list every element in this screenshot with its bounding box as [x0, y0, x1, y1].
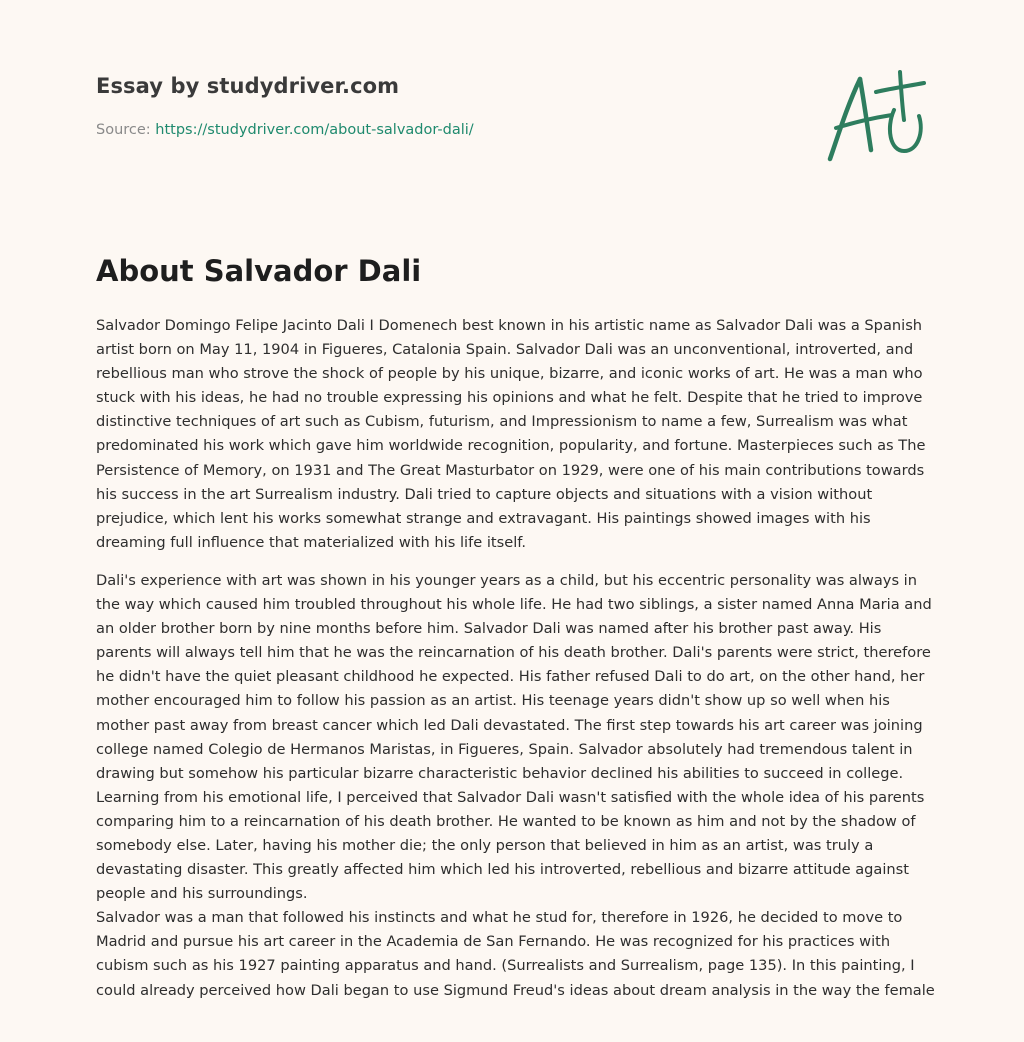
- article-body: [96, 314, 936, 1017]
- source-link[interactable]: https://studydriver.com/about-salvador-dali/: [155, 122, 474, 138]
- paragraph: Salvador was a man that followed his instincts and what he stud for, therefore in 1926, he decided to move to Madrid and pursue his art career in the Academia de San Fernando. He was recognized for his practices with cubism such as his 1927 painting apparatus and hand. (Surrealists and Surrealism, page 135). In this painting, I could already perceived how Dali began to use Sigmund Freud's ideas about dream analysis in the way the female: [96, 909, 935, 999]
- essay-header: [96, 74, 796, 138]
- source-label: Source:: [96, 122, 156, 138]
- source-line: [96, 122, 796, 138]
- paragraph: Salvador Domingo Felipe Jacinto Dali I Domenech best known in his artistic name as Salvador Dali was a Spanish artist born on May 11, 1904 in Figueres, Catalonia Spain. Salvador Dali was an unconventional, introverted, and rebellious man who strove the shock of people by his unique, bizarre, and iconic works of art. He was a man who stuck with his ideas, he had no trouble expressing his opinions and what he felt. Despite that he tried to improve distinctive techniques of art such as Cubism, futurism, and Impressionism to name a few, Surrealism was what predominated his work which gave him worldwide recognition, popularity, and fortune. Masterpieces such as The Persistence of Memory, on 1931 and The Great Masturbator on 1929, were one of his main contributions towards his success in the art Surrealism industry. Dali tried to capture objects and situations with a vision without prejudice, which lent his works somewhat strange and extravagant. His paintings showed images with his dreaming full influence that materialized with his life itself.: [96, 317, 926, 551]
- site-brand: Essay by studydriver.com: [96, 74, 400, 98]
- paragraph: Dali's experience with art was shown in his younger years as a child, but his eccentric personality was always in the way which caused him troubled throughout his whole life. He had two siblings, a sister named Anna Maria and an older brother born by nine months before him. Salvador Dali was named after his brother past away. His parents will always tell him that he was the reincarnation of his death brother. Dali's parents were strict, therefore he didn't have the quiet pleasant childhood he expected. His father refused Dali to do art, on the other hand, her mother encouraged him to follow his passion as an artist. His teenage years didn't show up so well when his mother past away from breast cancer which led Dali devastated. The first step towards his art career was joining college named Colegio de Hermanos Maristas, in Figueres, Spain. Salvador absolutely had tremendous talent in drawing but somehow his particular bizarre characteristic behavior declined his abilities to succeed in college. Learning from his emotional life, I perceived that Salvador Dali wasn't satisfied with the whole idea of his parents comparing him to a reincarnation of his death brother. He wanted to be known as him and not by the shadow of somebody else. Later, having his mother die; the only person that believed in him as an artist, was truly a devastating disaster. This greatly affected him which led his introverted, rebellious and bizarre attitude against people and his surroundings.: [96, 571, 932, 903]
- a-plus-logo-icon: [820, 66, 930, 166]
- article-title: About Salvador Dali: [96, 254, 422, 288]
